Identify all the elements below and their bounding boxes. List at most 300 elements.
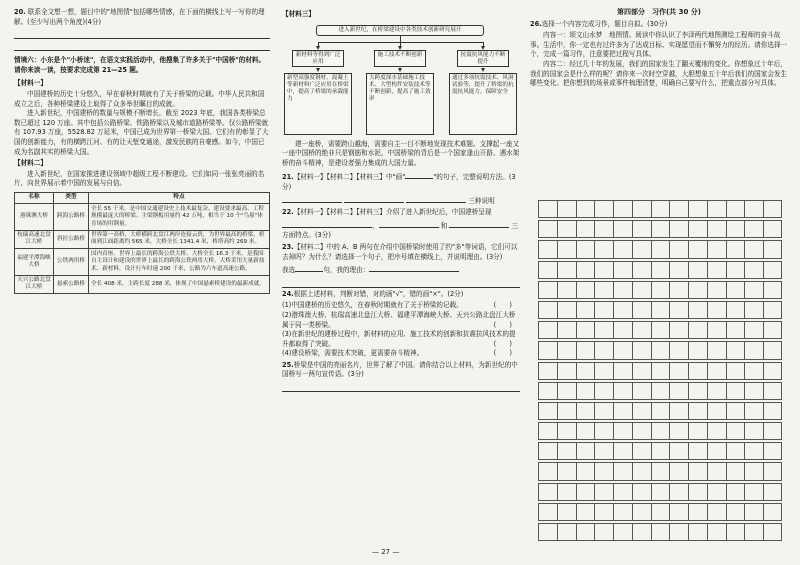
grid-cell[interactable] (557, 422, 576, 440)
grid-cell[interactable] (707, 321, 726, 339)
grid-cell[interactable] (632, 442, 651, 460)
grid-cell[interactable] (538, 220, 557, 238)
grid-cell[interactable] (651, 200, 670, 218)
grid-cell[interactable] (632, 422, 651, 440)
grid-cell[interactable] (594, 220, 613, 238)
grid-cell[interactable] (651, 301, 670, 319)
grid-cell[interactable] (594, 261, 613, 279)
grid-cell[interactable] (669, 341, 688, 359)
grid-cell[interactable] (763, 382, 782, 400)
bridge-type: 跨海公路桥 (54, 204, 89, 230)
grid-cell[interactable] (557, 220, 576, 238)
question-21 (282, 171, 520, 192)
grid-cell[interactable] (763, 220, 782, 238)
flow-detail-box: 大跨度深水基础施工技术、大型构件安装技术等不断创新，提高了施工效率 (366, 73, 434, 135)
middle-column (282, 8, 520, 394)
grid-cell[interactable] (763, 442, 782, 460)
grid-cell[interactable] (613, 301, 632, 319)
grid-cell[interactable] (576, 301, 595, 319)
grid-cell[interactable] (594, 301, 613, 319)
grid-cell[interactable] (594, 321, 613, 339)
grid-cell[interactable] (688, 240, 707, 258)
grid-cell[interactable] (688, 382, 707, 400)
grid-cell[interactable] (594, 422, 613, 440)
grid-cell[interactable] (651, 442, 670, 460)
question-text: 【材料二】中的 A、B 两句在介绍中国桥梁时使用了约"多"等词语，它们可以去掉吗？为什么？请选择一个句子，把序号填在横线上，并说明理由。(3分) (282, 242, 518, 261)
grid-cell[interactable] (688, 281, 707, 299)
bridge-type: 公铁两用桥 (54, 249, 89, 275)
section-title: 第四部分 习作(共 30 分) (616, 8, 701, 16)
grid-cell[interactable] (594, 281, 613, 299)
context-intro: 情境六：小东是个"小桥迷"，在语文实践活动中，他搜集了许多关于"中国桥"的材料。请你来读一读，按要求完成第 21—25 题。 (14, 56, 266, 74)
grid-cell[interactable] (613, 261, 632, 279)
grid-cell[interactable] (669, 261, 688, 279)
writing-grid[interactable] (538, 200, 782, 550)
answer-blank[interactable] (282, 220, 372, 228)
grid-cell[interactable] (557, 341, 576, 359)
grid-cell[interactable] (707, 261, 726, 279)
grid-cell[interactable] (744, 483, 763, 501)
grid-cell[interactable] (707, 281, 726, 299)
grid-cell[interactable] (557, 462, 576, 480)
grid-cell[interactable] (744, 422, 763, 440)
grid-cell[interactable] (669, 240, 688, 258)
bridge-description: 全长 408 米，主跨长度 288 米，体现了中国悬索桥建设的最新成就。 (89, 275, 270, 294)
grid-cell[interactable] (613, 362, 632, 380)
question-24 (282, 290, 520, 300)
grid-cell[interactable] (613, 462, 632, 480)
material-3-label: 【材料三】 (282, 10, 315, 18)
table-row (15, 204, 270, 230)
grid-cell[interactable] (688, 442, 707, 460)
grid-cell[interactable] (538, 422, 557, 440)
grid-cell[interactable] (688, 503, 707, 521)
grid-cell[interactable] (594, 341, 613, 359)
grid-cell[interactable] (651, 422, 670, 440)
grid-cell[interactable] (707, 341, 726, 359)
grid-cell[interactable] (763, 321, 782, 339)
bridge-name: 杭瑞高速北盘江大桥 (15, 230, 54, 249)
grid-cell[interactable] (613, 281, 632, 299)
grid-cell[interactable] (613, 442, 632, 460)
grid-cell[interactable] (613, 523, 632, 541)
grid-cell[interactable] (669, 503, 688, 521)
grid-cell[interactable] (763, 341, 782, 359)
grid-cell[interactable] (538, 341, 557, 359)
grid-cell[interactable] (763, 301, 782, 319)
grid-cell[interactable] (726, 442, 745, 460)
grid-cell[interactable] (576, 382, 595, 400)
grid-cell[interactable] (538, 281, 557, 299)
grid-cell[interactable] (669, 402, 688, 420)
grid-cell[interactable] (763, 483, 782, 501)
judgment-paren[interactable]: ( ) (493, 301, 512, 310)
grid-cell[interactable] (707, 503, 726, 521)
grid-cell[interactable] (726, 462, 745, 480)
grid-cell[interactable] (651, 382, 670, 400)
grid-cell[interactable] (576, 240, 595, 258)
grid-cell[interactable] (651, 483, 670, 501)
grid-cell[interactable] (557, 240, 576, 258)
grid-cell[interactable] (613, 341, 632, 359)
grid-cell[interactable] (763, 462, 782, 480)
grid-cell[interactable] (688, 261, 707, 279)
grid-cell[interactable] (763, 523, 782, 541)
table-header-row (15, 192, 270, 203)
grid-cell[interactable] (538, 503, 557, 521)
grid-cell[interactable] (576, 442, 595, 460)
grid-cell[interactable] (576, 523, 595, 541)
answer-blank[interactable] (405, 171, 433, 179)
grid-cell[interactable] (744, 503, 763, 521)
grid-cell[interactable] (594, 362, 613, 380)
flow-top-box: 进入新世纪，在桥梁建设中各类技术创新研究展开 (316, 25, 484, 36)
answer-line[interactable] (14, 41, 270, 51)
grid-cell[interactable] (576, 422, 595, 440)
answer-line[interactable] (282, 382, 520, 392)
grid-cell[interactable] (538, 523, 557, 541)
judgment-item: (4)建设桥梁，需要技术突破，更需要奋斗精神。 ( ) (282, 349, 512, 358)
grid-cell[interactable] (707, 240, 726, 258)
grid-cell[interactable] (576, 220, 595, 238)
bridge-description: 国内首座、世界上最长的跨海公铁大桥。大桥全长 16.3 千米，是我国自主设计和建设的世界上最长的跨海公铁两用大桥。大桥采用大量新技术、新材料，设计行车时速 200 千米，公路为六车道高速公路。 (89, 249, 270, 275)
grid-cell[interactable] (744, 462, 763, 480)
grid-cell[interactable] (557, 301, 576, 319)
grid-cell[interactable] (707, 200, 726, 218)
grid-cell[interactable] (688, 321, 707, 339)
grid-cell[interactable] (538, 442, 557, 460)
grid-cell[interactable] (557, 281, 576, 299)
grid-cell[interactable] (632, 220, 651, 238)
grid-cell[interactable] (688, 220, 707, 238)
grid-cell[interactable] (651, 240, 670, 258)
grid-cell[interactable] (669, 382, 688, 400)
grid-cell[interactable] (576, 362, 595, 380)
grid-cell[interactable] (538, 321, 557, 339)
grid-cell[interactable] (707, 402, 726, 420)
material-2-paragraph: 进入新世纪，在国家推进建设领域中超级工程不断建设。它们如同一张张亮丽的名片，向世界展示着中国的发展与自信。 (14, 169, 265, 188)
grid-cell[interactable] (669, 442, 688, 460)
writing-option-2: 内容二：经过几十年的发展，我们的国家发生了翻天覆地的变化。你想象过十年后，我们的国家会是什么样的呢？请你来一次时空穿越，大胆想象五十年后我们的国家会发生哪些变化。把你想到的场景或事件梳理清楚，明确自己要写什么，把重点部分写具体。 (530, 59, 788, 88)
grid-cell[interactable] (744, 321, 763, 339)
grid-cell[interactable] (538, 402, 557, 420)
left-column (14, 8, 270, 294)
grid-cell[interactable] (744, 442, 763, 460)
grid-cell[interactable] (613, 220, 632, 238)
grid-cell[interactable] (632, 483, 651, 501)
grid-cell[interactable] (688, 301, 707, 319)
grid-cell[interactable] (538, 462, 557, 480)
grid-cell[interactable] (688, 402, 707, 420)
grid-cell[interactable] (669, 462, 688, 480)
grid-cell[interactable] (707, 422, 726, 440)
grid-cell[interactable] (707, 483, 726, 501)
grid-cell[interactable] (726, 382, 745, 400)
question-text: 选择一个内容完成习作，题目自拟。(30分) (541, 19, 668, 28)
judgment-paren[interactable]: ( ) (493, 320, 512, 329)
grid-cell[interactable] (576, 281, 595, 299)
grid-cell[interactable] (632, 281, 651, 299)
grid-cell[interactable] (613, 382, 632, 400)
question-text: 句，我的理由： (323, 266, 370, 275)
table-row (15, 275, 270, 294)
grid-cell[interactable] (651, 503, 670, 521)
question-21-answer (282, 195, 520, 207)
grid-cell[interactable] (669, 301, 688, 319)
grid-cell[interactable] (632, 462, 651, 480)
flow-arrow (316, 68, 320, 72)
grid-cell[interactable] (651, 341, 670, 359)
flow-detail-box: 新型高强度钢材、混凝土等新材料广泛应用在桥梁中，提高了桥梁的承载能力 (284, 73, 352, 135)
grid-cell[interactable] (763, 200, 782, 218)
grid-cell[interactable] (707, 220, 726, 238)
grid-cell[interactable] (763, 281, 782, 299)
material-1-paragraph: 中国建桥的历史十分悠久，早在春秋时期就有了关于桥梁的记载。中华人民共和国成立之后，各种桥梁建设上取得了众多举世瞩目的成就。 (14, 89, 265, 108)
answer-blank[interactable] (449, 220, 509, 228)
grid-cell[interactable] (744, 402, 763, 420)
grid-cell[interactable] (688, 341, 707, 359)
grid-cell[interactable] (632, 402, 651, 420)
grid-cell[interactable] (557, 402, 576, 420)
grid-cell[interactable] (726, 402, 745, 420)
bridge-table (14, 192, 270, 294)
grid-cell[interactable] (744, 281, 763, 299)
question-text: 【材料一】【材料二】【材料三】介绍了进入新世纪后，中国建桥呈现 (293, 208, 492, 217)
grid-cell[interactable] (632, 382, 651, 400)
material-1-paragraph: 进入新世纪，中国建桥的数量与规模不断增长，截至 2023 年底，我国各类桥梁总数已超过 120 万座。其中包括公路桥梁、铁路桥梁以及城市道路桥梁等。仅公路桥梁就有 107.93 万座，5528.82 万延米，中国已成为世界第一桥梁大国。它们有的彰显了大国的创新能力，有的横跨江河、有的让天堑变通途，激发民族的自豪感。如今，中国已成为名副其实的桥梁大国。 (14, 109, 269, 156)
answer-blank[interactable] (379, 220, 439, 228)
grid-cell[interactable] (594, 200, 613, 218)
grid-cell[interactable] (726, 240, 745, 258)
grid-cell[interactable] (651, 462, 670, 480)
grid-cell[interactable] (632, 503, 651, 521)
grid-cell[interactable] (726, 362, 745, 380)
grid-cell[interactable] (688, 200, 707, 218)
grid-cell[interactable] (651, 402, 670, 420)
question-number: 26. (530, 19, 542, 28)
grid-cell[interactable] (632, 200, 651, 218)
grid-cell[interactable] (613, 422, 632, 440)
grid-cell[interactable] (651, 261, 670, 279)
grid-cell[interactable] (538, 362, 557, 380)
flow-arrow (481, 68, 485, 72)
answer-line[interactable] (282, 278, 520, 288)
grid-cell[interactable] (557, 362, 576, 380)
answer-blank[interactable] (295, 264, 323, 272)
grid-cell[interactable] (707, 523, 726, 541)
grid-cell[interactable] (707, 301, 726, 319)
flow-branch-box: 抗震抗风能力不断提升 (457, 50, 509, 67)
grid-cell[interactable] (726, 321, 745, 339)
grid-cell[interactable] (744, 220, 763, 238)
grid-cell[interactable] (744, 261, 763, 279)
grid-cell[interactable] (651, 281, 670, 299)
grid-cell[interactable] (651, 321, 670, 339)
grid-cell[interactable] (669, 200, 688, 218)
grid-cell[interactable] (763, 422, 782, 440)
answer-blank[interactable] (406, 195, 466, 203)
question-text: 和 (440, 221, 448, 230)
flow-detail-box: 通过多项抗震技术、风洞试验等，提升了桥梁的抗震抗风能力，保障安全 (449, 73, 517, 135)
question-number: 21. (282, 173, 294, 182)
grid-cell[interactable] (557, 321, 576, 339)
grid-cell[interactable] (669, 422, 688, 440)
grid-cell[interactable] (707, 362, 726, 380)
grid-cell[interactable] (576, 341, 595, 359)
grid-cell[interactable] (576, 402, 595, 420)
grid-cell[interactable] (538, 261, 557, 279)
grid-cell[interactable] (576, 462, 595, 480)
grid-cell[interactable] (576, 503, 595, 521)
grid-cell[interactable] (744, 382, 763, 400)
answer-line[interactable] (14, 29, 270, 39)
grid-cell[interactable] (557, 523, 576, 541)
grid-cell[interactable] (613, 503, 632, 521)
grid-cell[interactable] (538, 301, 557, 319)
question-text: 联系全文想一想，题目中的"地图情"包括哪些情感，在下面的横线上写一写你的理解。(至少写出两个角度)(4分) (14, 8, 265, 26)
grid-cell[interactable] (576, 321, 595, 339)
grid-cell[interactable] (538, 200, 557, 218)
judgment-item: (2)港珠澳大桥、杭瑞高速北盘江大桥、福建平潭海峡大桥、天兴公路北盘江大桥属于同一类桥梁。 ( ) (282, 310, 516, 329)
column-header: 特点 (89, 192, 270, 203)
grid-cell[interactable] (669, 220, 688, 238)
grid-cell[interactable] (763, 402, 782, 420)
grid-cell[interactable] (688, 422, 707, 440)
grid-cell[interactable] (726, 281, 745, 299)
grid-cell[interactable] (688, 362, 707, 380)
question-25 (282, 361, 520, 380)
grid-cell[interactable] (707, 382, 726, 400)
column-header: 类型 (54, 192, 89, 203)
grid-cell[interactable] (576, 261, 595, 279)
grid-cell[interactable] (538, 483, 557, 501)
grid-cell[interactable] (744, 240, 763, 258)
material-1-label: 【材料一】 (14, 79, 47, 88)
flow-branch-box: 施工技术不断创新 (374, 50, 426, 67)
answer-blank[interactable] (282, 195, 342, 203)
grid-cell[interactable] (651, 362, 670, 380)
question-text: 根据上述材料，判断对错，对的画"√"，错的画"×"。(2分) (293, 289, 464, 298)
grid-cell[interactable] (744, 362, 763, 380)
bridge-description: 全长 55 千米，是中国交通建设史上技术最复杂、建设要求最高、工程规模最庞大的桥梁。主梁钢板用量约 42 万吨，相当于 10 个"鸟巢"体育场的用钢量。 (89, 204, 270, 230)
grid-cell[interactable] (688, 523, 707, 541)
grid-cell[interactable] (726, 261, 745, 279)
grid-cell[interactable] (613, 321, 632, 339)
grid-cell[interactable] (669, 523, 688, 541)
question-number: 20. (14, 8, 26, 16)
question-number: 22. (282, 208, 294, 217)
judgment-paren[interactable]: ( ) (493, 339, 512, 348)
question-text: 三方面特点。(3分) (282, 221, 519, 240)
answer-blank[interactable] (344, 195, 404, 203)
grid-cell[interactable] (763, 261, 782, 279)
column-header: 名称 (15, 192, 54, 203)
grid-cell[interactable] (576, 483, 595, 501)
grid-cell[interactable] (744, 301, 763, 319)
grid-cell[interactable] (726, 341, 745, 359)
grid-cell[interactable] (594, 462, 613, 480)
answer-blank[interactable] (369, 264, 459, 272)
grid-cell[interactable] (557, 483, 576, 501)
grid-cell[interactable] (707, 442, 726, 460)
grid-cell[interactable] (744, 341, 763, 359)
grid-cell[interactable] (632, 341, 651, 359)
table-row (15, 230, 270, 249)
grid-cell[interactable] (726, 301, 745, 319)
grid-cell[interactable] (594, 402, 613, 420)
grid-cell[interactable] (669, 362, 688, 380)
grid-cell[interactable] (557, 200, 576, 218)
grid-cell[interactable] (669, 321, 688, 339)
grid-cell[interactable] (763, 503, 782, 521)
grid-cell[interactable] (538, 382, 557, 400)
writing-option-1: 内容一：颂文山水梦 地图情。阅读中你认识了李泽两代地图测绘工程师的奋斗故事。生活中，你一定也有过许多为了达成目标、实现愿望而不懈努力的经历。请你选择一个，完成一篇习作，注意要把过程写具体。 (530, 31, 788, 59)
question-text: 我选 (282, 266, 296, 275)
material-3-paragraph: 建一座桥，需要跨山越海，需要自主一目不断地发现技术难题。支撑起一座又一座中国桥的绝非只是钢筋和水泥，中国桥梁的背后是一个国家逢山开路、遇水架桥的奋斗精神，是建设者强力集成的大国力量。 (282, 139, 520, 167)
grid-cell[interactable] (557, 442, 576, 460)
grid-cell[interactable] (726, 503, 745, 521)
grid-cell[interactable] (688, 462, 707, 480)
grid-cell[interactable] (557, 382, 576, 400)
grid-cell[interactable] (707, 462, 726, 480)
grid-cell[interactable] (594, 523, 613, 541)
grid-cell[interactable] (632, 301, 651, 319)
grid-cell[interactable] (763, 362, 782, 380)
grid-cell[interactable] (594, 503, 613, 521)
grid-cell[interactable] (632, 261, 651, 279)
question-22-answer: 、 和 三方面特点。(3分) (282, 221, 519, 240)
grid-cell[interactable] (613, 483, 632, 501)
grid-cell[interactable] (726, 483, 745, 501)
grid-cell[interactable] (688, 483, 707, 501)
question-text: "的句子，完整说明方法。(3分) (282, 173, 516, 191)
grid-cell[interactable] (726, 200, 745, 218)
grid-cell[interactable] (594, 240, 613, 258)
grid-cell[interactable] (557, 503, 576, 521)
grid-cell[interactable] (726, 523, 745, 541)
grid-cell[interactable] (613, 200, 632, 218)
grid-cell[interactable] (576, 200, 595, 218)
bridge-type: 斜拉公路桥 (54, 230, 89, 249)
grid-cell[interactable] (744, 523, 763, 541)
question-text: 【材料一】【材料二】【材料三】中"画" (293, 173, 406, 182)
grid-cell[interactable] (632, 523, 651, 541)
grid-cell[interactable] (763, 240, 782, 258)
grid-cell[interactable] (669, 483, 688, 501)
grid-cell[interactable] (594, 382, 613, 400)
grid-cell[interactable] (538, 240, 557, 258)
grid-cell[interactable] (632, 362, 651, 380)
grid-cell[interactable] (744, 200, 763, 218)
flow-connector (318, 42, 484, 43)
material-2-label: 【材料二】 (14, 159, 47, 168)
grid-cell[interactable] (613, 402, 632, 420)
grid-cell[interactable] (557, 261, 576, 279)
grid-cell[interactable] (726, 422, 745, 440)
grid-cell[interactable] (632, 240, 651, 258)
judgment-paren[interactable]: ( ) (493, 349, 512, 358)
bridge-name: 天兴公路北盘江大桥 (15, 275, 54, 294)
grid-cell[interactable] (594, 442, 613, 460)
grid-cell[interactable] (632, 321, 651, 339)
grid-cell[interactable] (613, 240, 632, 258)
bridge-type: 悬索公路桥 (54, 275, 89, 294)
grid-cell[interactable] (651, 523, 670, 541)
grid-cell[interactable] (669, 281, 688, 299)
grid-cell[interactable] (726, 220, 745, 238)
grid-cell[interactable] (651, 220, 670, 238)
grid-cell[interactable] (594, 483, 613, 501)
